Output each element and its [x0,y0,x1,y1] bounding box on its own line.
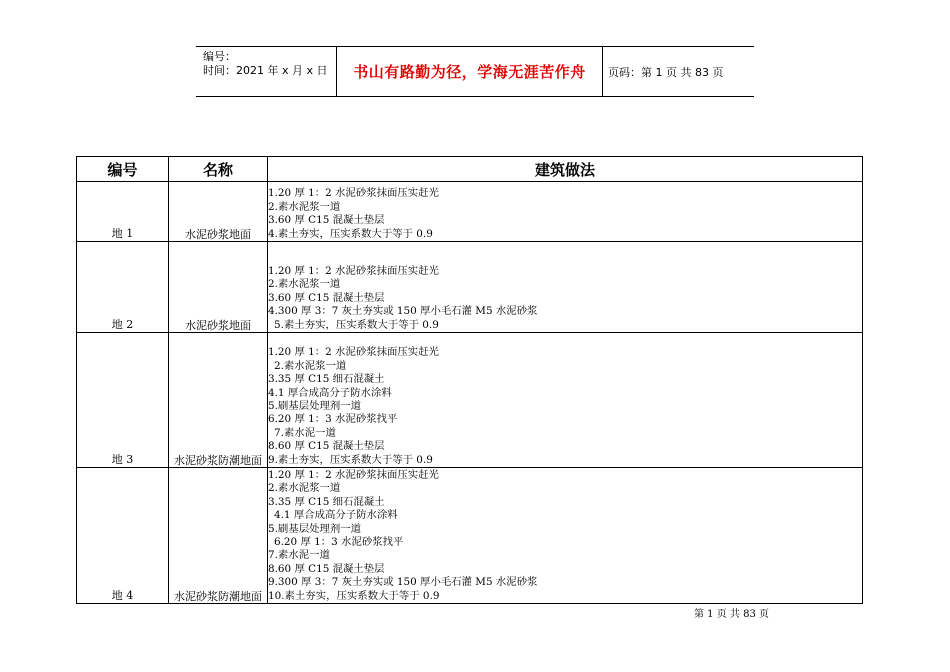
header-meta [203,50,328,78]
step-line: 4.300 厚 3：7 灰土夯实或 150 厚小毛石灌 M5 水泥砂浆 [268,305,538,318]
header-motto: 书山有路勤为径，学海无涯苦作舟 [353,63,586,81]
row-steps [268,242,863,333]
step-line: 2.素水泥浆一道 [268,482,341,495]
step-line: 3.35 厚 C15 细石混凝土 [268,495,385,508]
row-code: 地 1 [77,182,169,242]
row-steps [268,333,863,468]
step-line: 4.1 厚合成高分子防水涂料 [274,509,398,522]
date-label: 时间：2021 年 x 月 x 日 [203,64,328,77]
step-line: 3.60 厚 C15 混凝土垫层 [268,291,385,304]
column-header-method: 建筑做法 [268,157,863,182]
step-line: 8.60 厚 C15 混凝土垫层 [268,440,385,453]
step-line: 4.素土夯实，压实系数大于等于 0.9 [268,227,433,240]
row-name: 水泥砂浆防潮地面 [169,468,268,604]
step-line: 7.素水泥一道 [274,426,336,439]
step-line: 2.素水泥浆一道 [268,200,341,213]
table-header-row [77,157,863,182]
table-row [77,242,863,333]
doc-number-label: 编号： [203,50,236,63]
step-line: 8.60 厚 C15 混凝土垫层 [268,562,385,575]
step-line: 5.刷基层处理剂一道 [268,522,362,535]
step-line: 7.素水泥一道 [268,549,330,562]
step-line: 1.20 厚 1：2 水泥砂浆抹面压实赶光 [268,468,439,481]
row-name: 水泥砂浆防潮地面 [169,333,268,468]
step-line: 3.60 厚 C15 混凝土垫层 [268,214,385,227]
step-line: 1.20 厚 1：2 水泥砂浆抹面压实赶光 [268,346,439,359]
step-line: 6.20 厚 1：3 水泥砂浆找平 [274,535,404,548]
header-divider-right [602,46,603,97]
construction-method-table [76,156,863,604]
page-footer: 第 1 页 共 83 页 [694,609,769,620]
column-header-name: 名称 [169,157,268,182]
table-row [77,182,863,242]
table-row [77,333,863,468]
step-line: 9.素土夯实，压实系数大于等于 0.9 [268,453,433,466]
row-name: 水泥砂浆地面 [169,242,268,333]
step-line: 9.300 厚 3：7 灰土夯实或 150 厚小毛石灌 M5 水泥砂浆 [268,576,538,589]
step-line: 4.1 厚合成高分子防水涂料 [268,386,392,399]
step-line: 2.素水泥浆一道 [268,278,341,291]
step-line: 1.20 厚 1：2 水泥砂浆抹面压实赶光 [268,264,439,277]
step-line: 5.素土夯实，压实系数大于等于 0.9 [274,318,439,331]
step-line: 10.素土夯实，压实系数大于等于 0.9 [268,589,440,602]
row-name: 水泥砂浆地面 [169,182,268,242]
step-line: 5.刷基层处理剂一道 [268,399,362,412]
step-line: 6.20 厚 1：3 水泥砂浆找平 [268,413,398,426]
step-line: 2.素水泥浆一道 [274,359,347,372]
step-line: 1.20 厚 1：2 水泥砂浆抹面压实赶光 [268,187,439,200]
column-header-code: 编号 [77,157,169,182]
row-steps [268,468,863,604]
row-code: 地 4 [77,468,169,604]
row-steps [268,182,863,242]
row-code: 地 3 [77,333,169,468]
table-row [77,468,863,604]
header-page-code: 页码：第 1 页 共 83 页 [608,65,724,79]
step-line: 3.35 厚 C15 细石混凝土 [268,373,385,386]
row-code: 地 2 [77,242,169,333]
